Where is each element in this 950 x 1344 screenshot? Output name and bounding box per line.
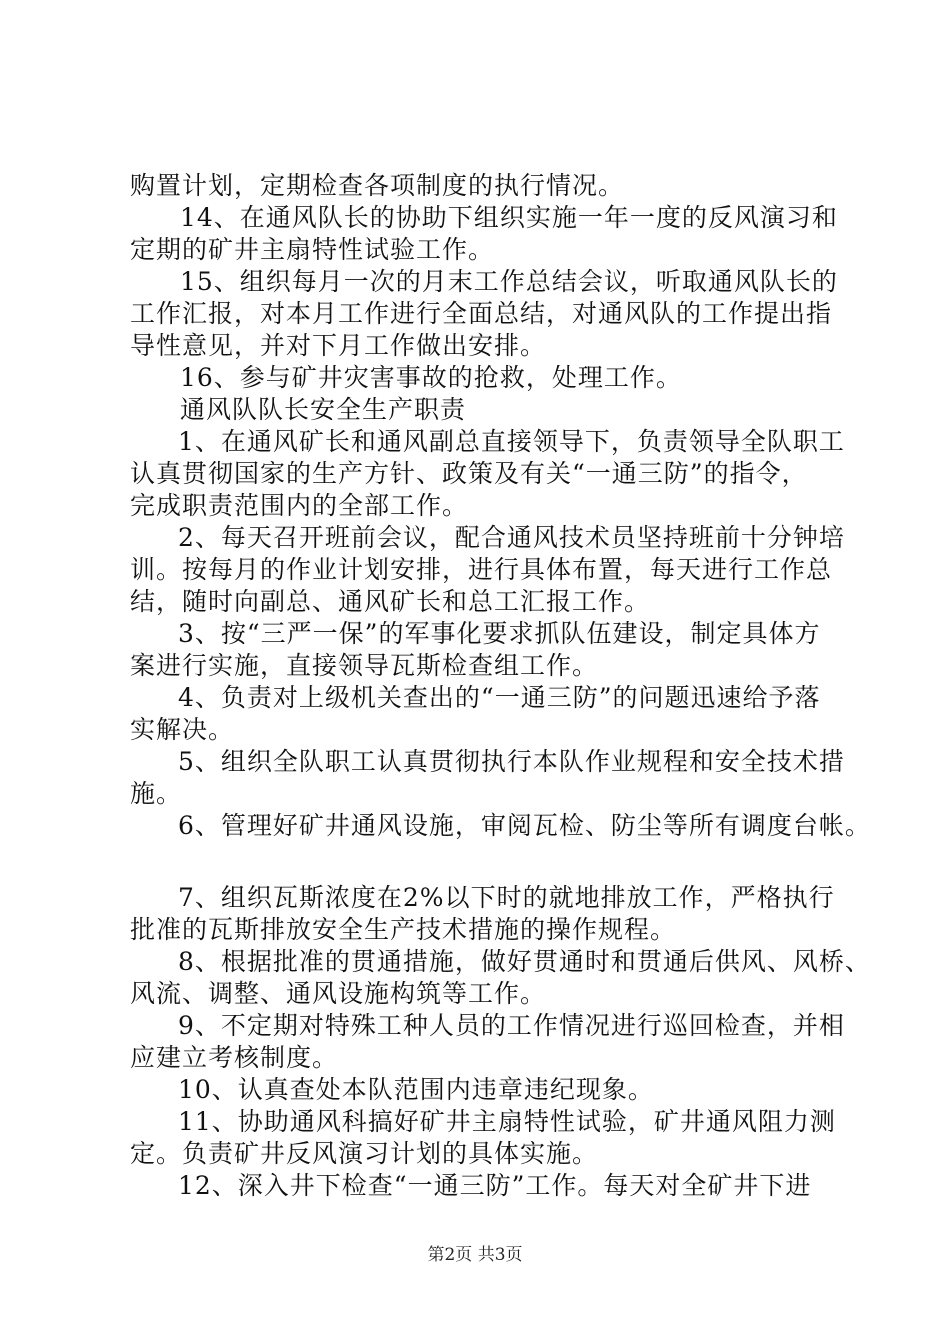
text-line: 实解决。 [130,715,235,744]
text-line: 1、在通风矿长和通风副总直接领导下，负责领导全队职工 [178,427,845,456]
text-line: 4、负责对上级机关查出的“一通三防”的问题迅速给予落 [178,683,821,712]
text-line: 8、根据批准的贯通措施，做好贯通时和贯通后供风、风桥、 [178,947,871,976]
text-line: 完成职责范围内的全部工作。 [130,491,469,520]
text-line: 导性意见，并对下月工作做出安排。 [130,331,547,360]
text-line: 训。按每月的作业计划安排，进行具体布置，每天进行工作总 [130,555,833,584]
text-line: 16、参与矿井灾害事故的抢救，处理工作。 [180,363,682,392]
text-line: 购置计划，定期检查各项制度的执行情况。 [130,171,625,200]
text-line: 9、不定期对特殊工种人员的工作情况进行巡回检查，并相 [178,1011,845,1040]
text-line: 结，随时向副总、通风矿长和总工汇报工作。 [130,587,651,616]
text-line: 5、组织全队职工认真贯彻执行本队作业规程和安全技术措 [178,747,845,776]
paragraph-gap [130,842,850,882]
text-line: 7、组织瓦斯浓度在2%以下时的就地排放工作，严格执行 [178,883,835,912]
text-line: 14、在通风队长的协助下组织实施一年一度的反风演习和 [180,203,838,232]
text-line: 11、协助通风科搞好矿井主扇特性试验，矿井通风阻力测 [178,1107,836,1136]
text-line: 3、按“三严一保”的军事化要求抓队伍建设，制定具体方 [178,619,821,648]
text-line: 批准的瓦斯排放安全生产技术措施的操作规程。 [130,915,677,944]
document-body [130,170,871,1202]
text-line: 10、认真查处本队范围内违章违纪现象。 [178,1075,654,1104]
text-line: 定。负责矿井反风演习计划的具体实施。 [130,1139,599,1168]
text-line: 15、组织每月一次的月末工作总结会议，听取通风队长的 [180,267,838,296]
text-line: 施。 [130,779,183,808]
text-line: 工作汇报，对本月工作进行全面总结，对通风队的工作提出指 [130,299,833,328]
text-line: 定期的矿井主扇特性试验工作。 [130,235,495,264]
text-line: 12、深入井下检查“一通三防”工作。每天对全矿井下进 [178,1171,812,1200]
text-line: 案进行实施，直接领导瓦斯检查组工作。 [130,651,599,680]
text-line: 2、每天召开班前会议，配合通风技术员坚持班前十分钟培 [178,523,845,552]
text-line: 风流、调整、通风设施构筑等工作。 [130,979,547,1008]
page-footer: 第2页 共3页 [427,1245,523,1265]
text-line: 应建立考核制度。 [130,1043,339,1072]
text-line: 认真贯彻国家的生产方针、政策及有关“一通三防”的指令， [130,459,808,488]
section-heading: 通风队队长安全生产职责 [180,395,467,424]
text-line: 6、管理好矿井通风设施，审阅瓦检、防尘等所有调度台帐。 [178,811,871,840]
